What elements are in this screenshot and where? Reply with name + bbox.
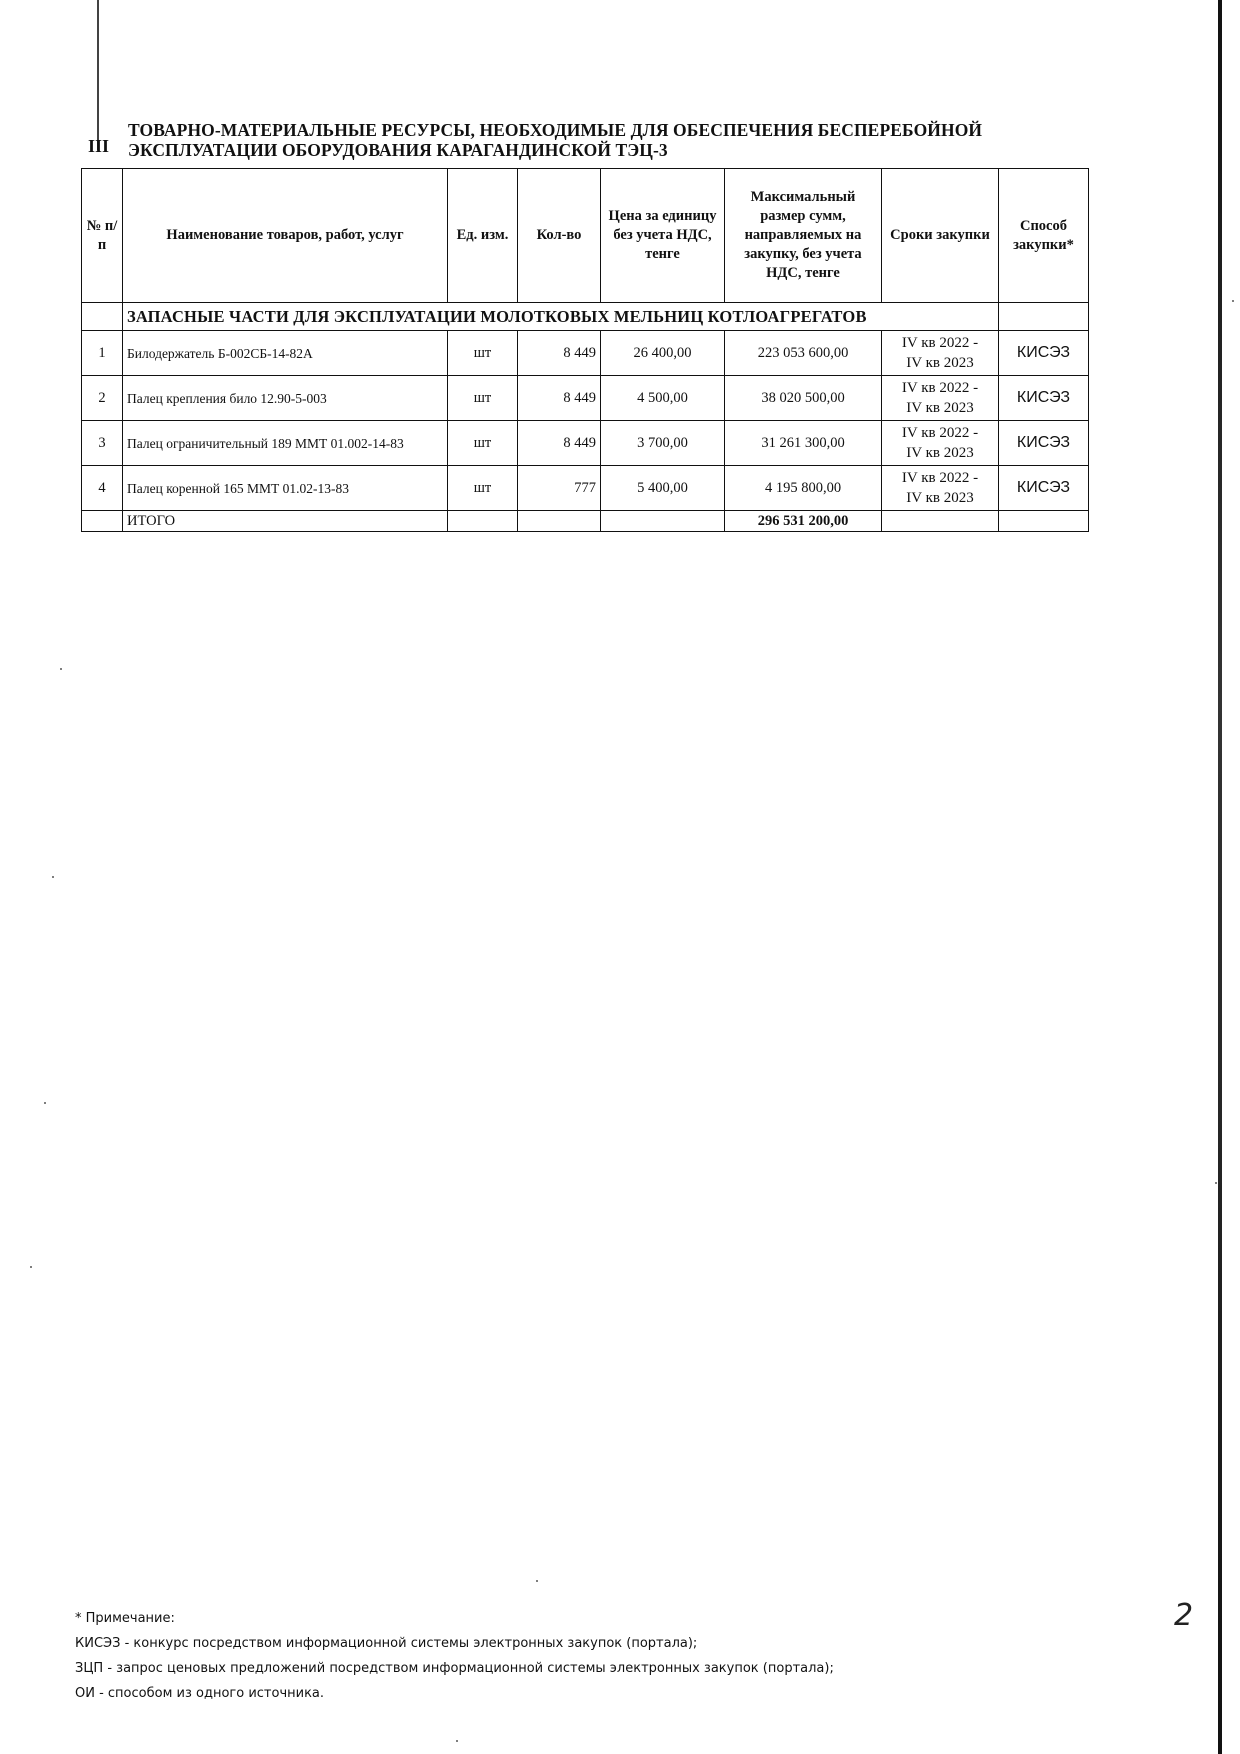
- row-period: [882, 376, 999, 421]
- scan-speck: [52, 876, 54, 878]
- total-label: ИТОГО: [123, 511, 448, 532]
- row-qty: 8 449: [518, 331, 601, 376]
- row-period-to: IV кв 2023: [906, 400, 974, 416]
- row-sum: 31 261 300,00: [725, 421, 882, 466]
- row-unit: шт: [448, 376, 518, 421]
- row-period: [882, 331, 999, 376]
- row-qty: 8 449: [518, 421, 601, 466]
- row-price: 3 700,00: [601, 421, 725, 466]
- row-name: Билодержатель Б-002СБ-14-82А: [123, 331, 448, 376]
- row-unit: шт: [448, 421, 518, 466]
- scan-speck: [1215, 1182, 1217, 1184]
- row-method: КИСЭЗ: [999, 331, 1089, 376]
- footnote-line-oi: ОИ - способом из одного источника.: [75, 1686, 325, 1701]
- row-num: 3: [82, 421, 123, 466]
- row-qty: 8 449: [518, 376, 601, 421]
- row-method: КИСЭЗ: [999, 376, 1089, 421]
- scan-edge-right: [1218, 0, 1222, 1754]
- scan-edge-left: [97, 0, 99, 150]
- table-row: [82, 331, 1089, 376]
- category-num-cell: [82, 303, 123, 331]
- row-sum: 38 020 500,00: [725, 376, 882, 421]
- resources-table: [81, 168, 1089, 532]
- table-row: [82, 421, 1089, 466]
- row-price: 4 500,00: [601, 376, 725, 421]
- row-method: КИСЭЗ: [999, 466, 1089, 511]
- row-method: КИСЭЗ: [999, 421, 1089, 466]
- total-empty-cell: [82, 511, 123, 532]
- category-row: [82, 303, 1089, 331]
- footnote-title: * Примечание:: [75, 1611, 175, 1626]
- total-empty-cell: [999, 511, 1089, 532]
- page-number: 2: [1174, 1598, 1194, 1633]
- row-period-to: IV кв 2023: [906, 355, 974, 371]
- footnote-line-zcp: ЗЦП - запрос ценовых предложений посредством информационной системы электронных закупок (портала);: [75, 1661, 834, 1676]
- col-header-max-sum: Максимальный размер сумм, направляемых на закупку, без учета НДС, тенге: [725, 169, 882, 303]
- row-num: 2: [82, 376, 123, 421]
- scan-speck: [456, 1740, 458, 1742]
- row-price: 26 400,00: [601, 331, 725, 376]
- row-num: 4: [82, 466, 123, 511]
- category-title: ЗАПАСНЫЕ ЧАСТИ ДЛЯ ЭКСПЛУАТАЦИИ МОЛОТКОВЫХ МЕЛЬНИЦ КОТЛОАГРЕГАТОВ: [123, 303, 999, 331]
- col-header-unit: Ед. изм.: [448, 169, 518, 303]
- row-num: 1: [82, 331, 123, 376]
- row-period-to: IV кв 2023: [906, 490, 974, 506]
- col-header-method: Способ закупки*: [999, 169, 1089, 303]
- scan-speck: [30, 1266, 32, 1268]
- col-header-qty: Кол-во: [518, 169, 601, 303]
- row-sum: 4 195 800,00: [725, 466, 882, 511]
- row-period-from: IV кв 2022 -: [901, 335, 979, 351]
- total-row: [82, 511, 1089, 532]
- scan-speck: [1232, 300, 1234, 302]
- col-header-price: Цена за единицу без учета НДС, тенге: [601, 169, 725, 303]
- total-empty-cell: [448, 511, 518, 532]
- row-period: [882, 466, 999, 511]
- footnote-line-kisez: КИСЭЗ - конкурс посредством информационной системы электронных закупок (портала);: [75, 1636, 698, 1651]
- row-period: [882, 421, 999, 466]
- col-header-name: Наименование товаров, работ, услуг: [123, 169, 448, 303]
- section-title: ТОВАРНО-МАТЕРИАЛЬНЫЕ РЕСУРСЫ, НЕОБХОДИМЫЕ ДЛЯ ОБЕСПЕЧЕНИЯ БЕСПЕРЕБОЙНОЙ ЭКСПЛУАТАЦИИ ОБОРУДОВАНИЯ КАРАГАНДИНСКОЙ ТЭЦ-3: [128, 120, 983, 160]
- row-name: Палец коренной 165 ММТ 01.02-13-83: [123, 466, 448, 511]
- row-name: Палец ограничительный 189 ММТ 01.002-14-83: [123, 421, 448, 466]
- scan-speck: [44, 1102, 46, 1104]
- row-period-from: IV кв 2022 -: [901, 470, 979, 486]
- row-price: 5 400,00: [601, 466, 725, 511]
- table-row: [82, 376, 1089, 421]
- total-empty-cell: [882, 511, 999, 532]
- col-header-period: Сроки закупки: [882, 169, 999, 303]
- col-header-num: № п/п: [82, 169, 123, 303]
- table-row: [82, 466, 1089, 511]
- row-name: Палец крепления било 12.90-5-003: [123, 376, 448, 421]
- table-header-row: [82, 169, 1089, 303]
- row-period-from: IV кв 2022 -: [901, 425, 979, 441]
- section-number: III: [88, 136, 110, 156]
- row-unit: шт: [448, 466, 518, 511]
- row-period-from: IV кв 2022 -: [901, 380, 979, 396]
- row-unit: шт: [448, 331, 518, 376]
- row-qty: 777: [518, 466, 601, 511]
- scan-speck: [536, 1580, 538, 1582]
- row-period-to: IV кв 2023: [906, 445, 974, 461]
- footnote: [75, 1606, 1075, 1706]
- total-empty-cell: [601, 511, 725, 532]
- total-empty-cell: [518, 511, 601, 532]
- category-method-cell: [999, 303, 1089, 331]
- row-sum: 223 053 600,00: [725, 331, 882, 376]
- total-sum: 296 531 200,00: [725, 511, 882, 532]
- scan-speck: [60, 668, 62, 670]
